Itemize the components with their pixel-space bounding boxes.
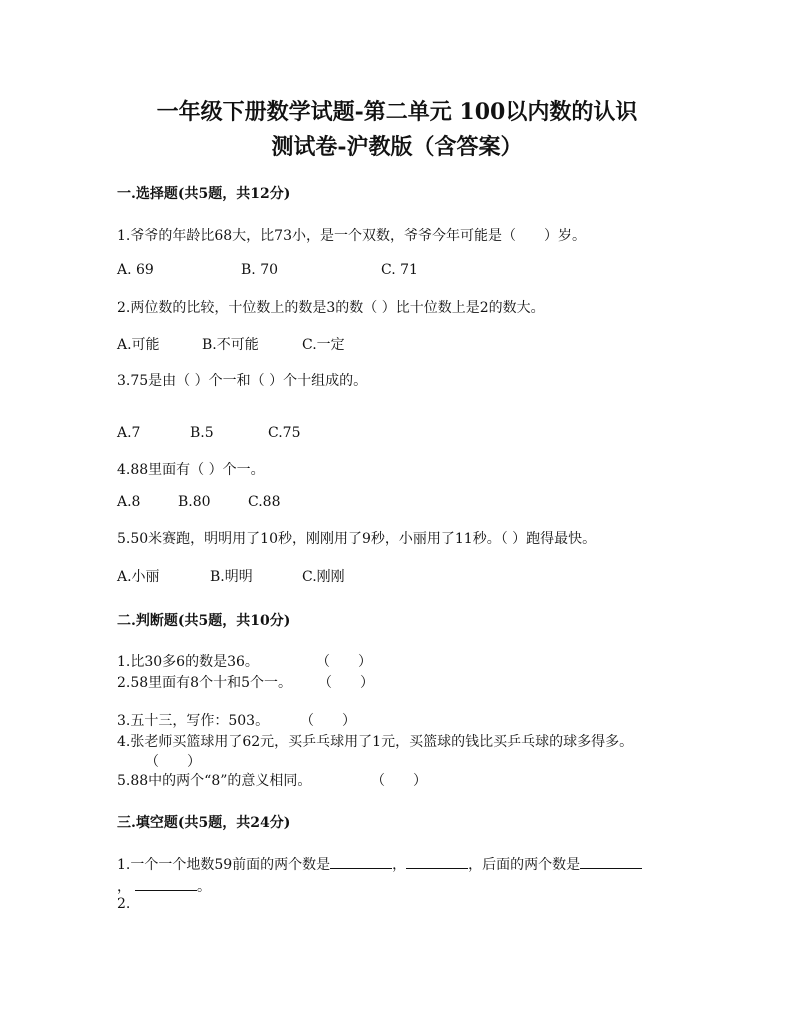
- question-2-5: 5.88中的两个“8”的意义相同。: [117, 773, 312, 789]
- question-2-1: 1.比30多6的数是36。: [117, 654, 259, 670]
- section-header-judge: 二.判断题(共5题，共10分): [117, 613, 291, 629]
- doc-title-line2: 测试卷-沪教版（含答案）: [271, 134, 523, 160]
- answer-blank[interactable]: [580, 854, 642, 869]
- option-c: C.刚刚: [302, 569, 345, 585]
- section-header-choice: 一.选择题(共5题，共12分): [117, 186, 291, 202]
- question-1-5: 5.50米赛跑，明明用了10秒，刚刚用了9秒，小丽用了11秒。（ ）跑得最快。: [117, 531, 597, 547]
- option-c: C.75: [268, 425, 301, 441]
- section-header-fill: 三.填空题(共5题，共24分): [117, 815, 291, 831]
- question-text: 1.一个一个地数59前面的两个数是: [117, 857, 331, 873]
- answer-paren: （ ）: [318, 675, 374, 691]
- question-text: ，后面的两个数是: [468, 857, 581, 873]
- option-a: A. 69: [117, 262, 154, 278]
- option-b: B.明明: [210, 569, 253, 585]
- question-3-1-cont: [117, 876, 211, 896]
- option-b: B. 70: [241, 262, 279, 278]
- option-b: B.80: [178, 494, 211, 510]
- answer-paren: （ ）: [145, 754, 201, 770]
- option-c: C.一定: [302, 337, 345, 353]
- option-b: B.不可能: [202, 337, 259, 353]
- question-1-1: 1.爷爷的年龄比68大，比73小，是一个双数，爷爷今年可能是（ ）岁。: [117, 228, 586, 244]
- option-a: A.7: [117, 425, 141, 441]
- question-1-3: 3.75是由（ ）个一和（ ）个十组成的。: [117, 373, 368, 389]
- option-a: A.小丽: [117, 569, 160, 585]
- doc-title-line1: 一年级下册数学试题-第二单元 100以内数的认识: [156, 99, 638, 125]
- question-2-3: 3.五十三，写作：503。: [117, 713, 270, 729]
- option-b: B.5: [190, 425, 214, 441]
- answer-paren: （ ）: [371, 773, 427, 789]
- option-c: C. 71: [381, 262, 418, 278]
- question-2-4: 4.张老师买篮球用了62元，买乒乓球用了1元，买篮球的钱比买乒乓球的球多得多。: [117, 734, 634, 750]
- separator: ，: [392, 857, 407, 873]
- answer-blank[interactable]: [330, 854, 392, 869]
- answer-blank[interactable]: [135, 876, 197, 891]
- option-a: A.可能: [117, 337, 160, 353]
- question-end: 。: [197, 879, 211, 895]
- question-3-2: 2.: [117, 896, 131, 912]
- separator: ，: [117, 879, 131, 895]
- option-a: A.8: [117, 494, 141, 510]
- question-1-2: 2.两位数的比较，十位数上的数是3的数（ ）比十位数上是2的数大。: [117, 300, 545, 316]
- option-c: C.88: [248, 494, 281, 510]
- answer-paren: （ ）: [316, 654, 372, 670]
- answer-paren: （ ）: [300, 713, 356, 729]
- question-3-1: [117, 854, 642, 874]
- question-2-2: 2.58里面有8个十和5个一。: [117, 675, 292, 691]
- question-1-4: 4.88里面有（ ）个一。: [117, 462, 265, 478]
- answer-blank[interactable]: [406, 854, 468, 869]
